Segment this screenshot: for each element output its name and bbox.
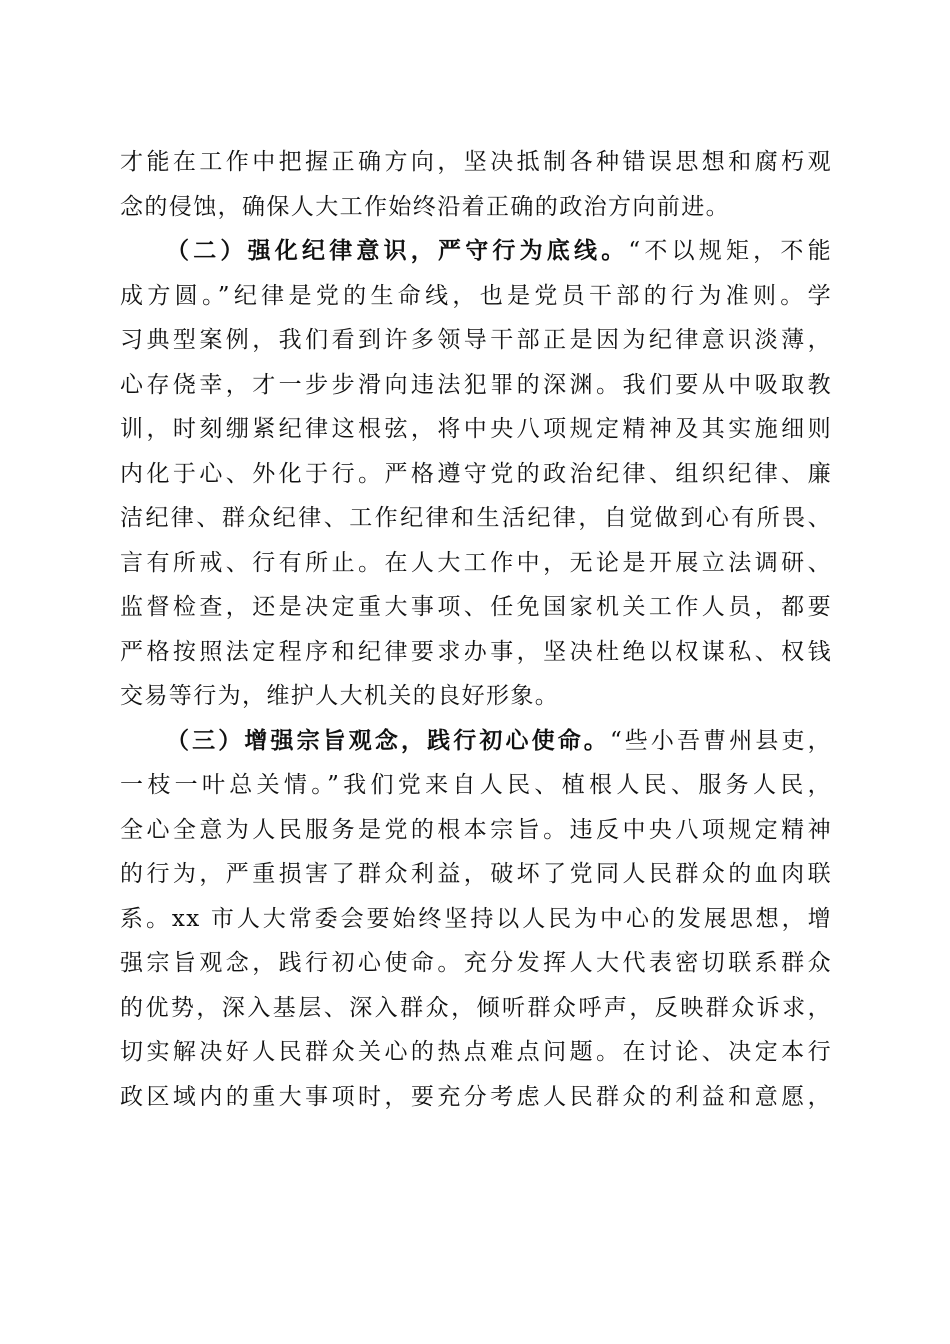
text-line: 一枝一叶总关情。”我们党来自人民、植根人民、服务人民，	[120, 772, 832, 798]
text-fragment: “不以规矩，不能	[628, 238, 832, 264]
text-line: 心存侥幸，才一步步滑向违法犯罪的深渊。我们要从中吸取教	[120, 371, 832, 398]
text-line: 系。xx 市人大常委会要始终坚持以人民为中心的发展思想，增	[120, 905, 832, 932]
text-line: 的行为，严重损害了群众利益，破坏了党同人民群众的血肉联	[120, 861, 832, 887]
section-heading: （三）增强宗旨观念，践行初心使命。	[166, 726, 610, 754]
text-line: 政区域内的重大事项时，要充分考虑人民群众的利益和意愿，	[120, 1083, 832, 1110]
text-line	[120, 229, 832, 274]
text-line: 的优势，深入基层、深入群众，倾听群众呼声，反映群众诉求，	[120, 994, 832, 1021]
text-line: 交易等行为，维护人大机关的良好形象。	[120, 683, 560, 709]
text-line: 念的侵蚀，确保人大工作始终沿着正确的政治方向前进。	[120, 193, 730, 220]
text-line: 切实解决好人民群众关心的热点难点问题。在讨论、决定本行	[120, 1039, 832, 1065]
text-line: 强宗旨观念，践行初心使命。充分发挥人大代表密切联系群众	[120, 950, 832, 976]
text-line: 监督检查，还是决定重大事项、任免国家机关工作人员，都要	[120, 594, 832, 620]
text-line: 全心全意为人民服务是党的根本宗旨。违反中央八项规定精神	[120, 816, 832, 843]
section-heading: （二）强化纪律意识，严守行为底线。	[166, 237, 629, 264]
text-line: 才能在工作中把握正确方向，坚决抵制各种错误思想和腐朽观	[120, 149, 832, 175]
paragraph-purpose	[120, 719, 832, 1120]
text-fragment: “些小吾曹州县吏，	[609, 727, 833, 754]
text-line: 言有所戒、行有所止。在人大工作中，无论是开展立法调研、	[120, 549, 832, 576]
text-line: 训，时刻绷紧纪律这根弦，将中央八项规定精神及其实施细则	[120, 416, 832, 442]
text-line: 严格按照法定程序和纪律要求办事，坚决杜绝以权谋私、权钱	[120, 638, 832, 665]
text-line: 内化于心、外化于行。严格遵守党的政治纪律、组织纪律、廉	[120, 460, 832, 487]
text-line: 成方圆。”纪律是党的生命线，也是党员干部的行为准则。学	[120, 282, 832, 309]
text-line: 洁纪律、群众纪律、工作纪律和生活纪律，自觉做到心有所畏、	[120, 505, 832, 531]
text-line	[120, 719, 832, 764]
document-page	[120, 140, 832, 1119]
paragraph-discipline	[120, 229, 832, 719]
paragraph-continuation	[120, 140, 832, 229]
text-line: 习典型案例，我们看到许多领导干部正是因为纪律意识淡薄，	[120, 327, 832, 353]
